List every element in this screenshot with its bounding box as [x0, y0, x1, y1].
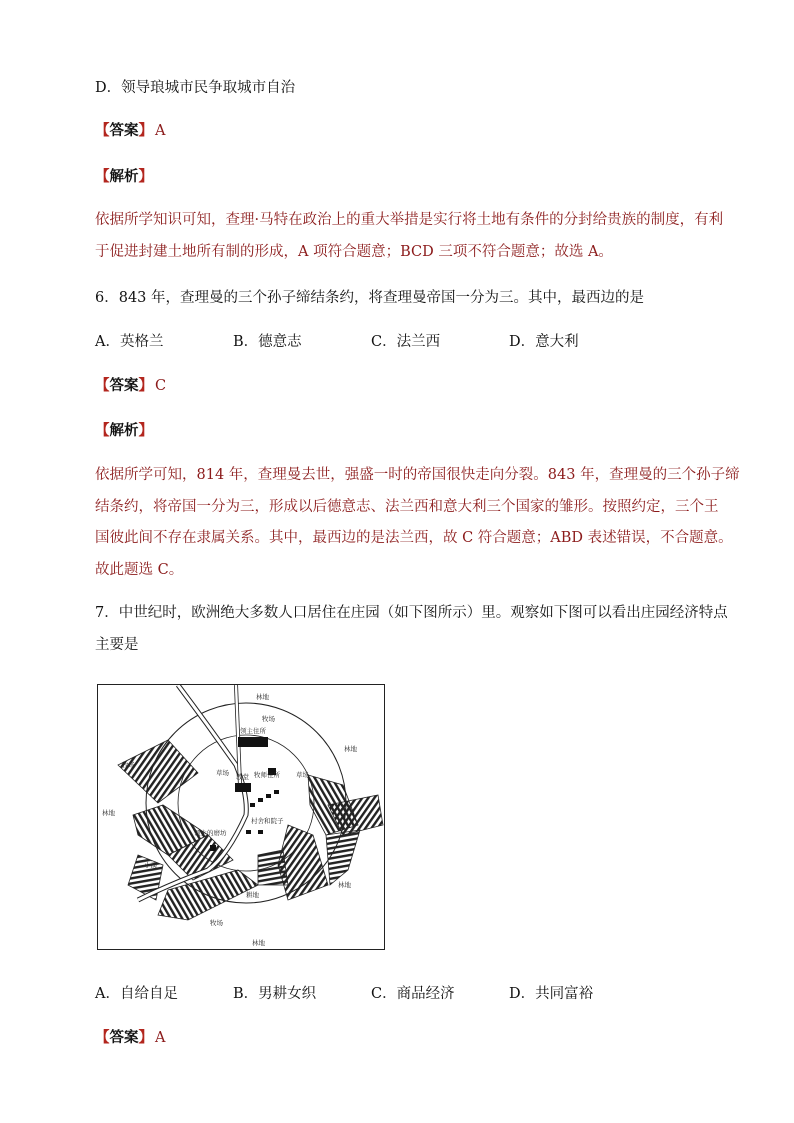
map-label: 牧场	[210, 919, 223, 927]
answer-word: 答案	[109, 377, 139, 394]
map-label: 林地	[338, 881, 351, 889]
q7-option-d[interactable]: D．共同富裕	[509, 986, 594, 1002]
village-cottage	[274, 790, 279, 794]
question-6: 6．843 年，查理曼的三个孙子缔结条约，将查理曼帝国一分为三。其中，最西边的是	[95, 290, 645, 306]
analysis-label-q6	[95, 419, 153, 443]
analysis-line: 于促进封建土地所有制的形成，A 项符合题意；BCD 三项不符合题意；故选 A。	[95, 243, 613, 260]
q7-option-a[interactable]: A．自给自足	[95, 986, 178, 1002]
analysis-line: 依据所学知识可知，查理·马特在政治上的重大举措是实行将土地有条件的分封给贵族的制度，有利	[95, 212, 724, 228]
question-7-line1: 7．中世纪时，欧洲绝大多数人口居住在庄园（如下图所示）里。观察如下图可以看出庄园经济特点	[95, 605, 728, 621]
village-cottage	[258, 798, 263, 802]
answer-value-q6: C	[155, 378, 167, 394]
map-label: 耕地	[246, 891, 259, 899]
q6-option-b[interactable]: B．德意志	[233, 334, 302, 350]
answer-label-q7	[95, 1026, 165, 1050]
analysis-line: 结条约，将帝国一分为三，形成以后德意志、法兰西和意大利三个国家的雏形。按照约定，三个王	[95, 498, 719, 515]
bracket-left: 【	[95, 168, 110, 185]
analysis-word: 解析	[109, 422, 139, 439]
map-label: 林地	[252, 939, 265, 947]
map-label: 草场	[296, 771, 309, 779]
map-label: 牧场	[262, 715, 275, 723]
answer-word: 答案	[109, 122, 139, 139]
question5-option-d: D．领导琅城市民争取城市自治	[95, 80, 296, 96]
field-strip	[158, 870, 258, 920]
bracket-left: 【	[95, 422, 110, 439]
manor-map-figure	[97, 684, 385, 950]
village-cottage	[246, 830, 251, 834]
map-label: 村舍和院子	[251, 817, 284, 825]
answer-value-q5: A	[155, 123, 166, 139]
map-label: 领主的磨坊	[194, 829, 227, 837]
analysis-line: 国彼此间不存在隶属关系。其中，最西边的是法兰西，故 C 符合题意；ABD 表述错误，不合题意。	[95, 530, 733, 546]
church-building	[235, 783, 251, 792]
map-label: 牧场	[122, 761, 135, 769]
map-label: 牧师住所	[254, 771, 280, 779]
village-cottage	[266, 794, 271, 798]
field-strip	[118, 740, 198, 803]
village-cottage	[258, 830, 263, 834]
village-cottage	[250, 803, 255, 807]
question6-options	[95, 330, 695, 354]
answer-word: 答案	[109, 1029, 139, 1046]
map-label: 小溪	[144, 861, 157, 869]
bracket-right: 】	[138, 377, 153, 394]
map-label: 教堂	[236, 773, 249, 781]
q6-option-d[interactable]: D．意大利	[509, 334, 579, 350]
bracket-right: 】	[138, 122, 153, 139]
field-strip	[326, 830, 360, 885]
map-label: 领主住所	[240, 727, 266, 735]
analysis-line: 故此题选 C。	[95, 561, 184, 578]
analysis-line: 依据所学可知，814 年，查理曼去世，强盛一时的帝国很快走向分裂。843 年，查理曼的三个孙子缔	[95, 467, 740, 483]
bracket-right: 】	[138, 1029, 153, 1046]
q7-option-b[interactable]: B．男耕女织	[233, 986, 317, 1002]
map-label: 草场	[216, 769, 229, 777]
map-label: 林地	[344, 745, 357, 753]
answer-label-q5	[95, 119, 165, 143]
map-label: 林地	[256, 693, 269, 701]
analysis-text-q6	[95, 460, 740, 586]
manor-map	[98, 685, 385, 950]
bracket-right: 】	[138, 422, 153, 439]
answer-label-q6	[95, 374, 166, 398]
bracket-left: 【	[95, 122, 110, 139]
bracket-left: 【	[95, 1029, 110, 1046]
question-7-line2: 主要是	[95, 637, 139, 653]
q6-option-a[interactable]: A．英格兰	[95, 334, 164, 350]
mill-building	[210, 845, 216, 851]
field-strip	[278, 825, 328, 900]
q6-option-c[interactable]: C．法兰西	[371, 334, 441, 350]
answer-value-q7: A	[155, 1030, 166, 1046]
question7-options	[95, 982, 695, 1006]
lord-residence-building	[238, 737, 268, 747]
q7-option-c[interactable]: C．商品经济	[371, 986, 455, 1002]
bracket-left: 【	[95, 377, 110, 394]
bracket-right: 】	[138, 168, 153, 185]
map-label: 林地	[102, 809, 115, 817]
analysis-label-q5	[95, 165, 153, 189]
analysis-word: 解析	[109, 168, 139, 185]
analysis-text-q5	[95, 205, 724, 268]
